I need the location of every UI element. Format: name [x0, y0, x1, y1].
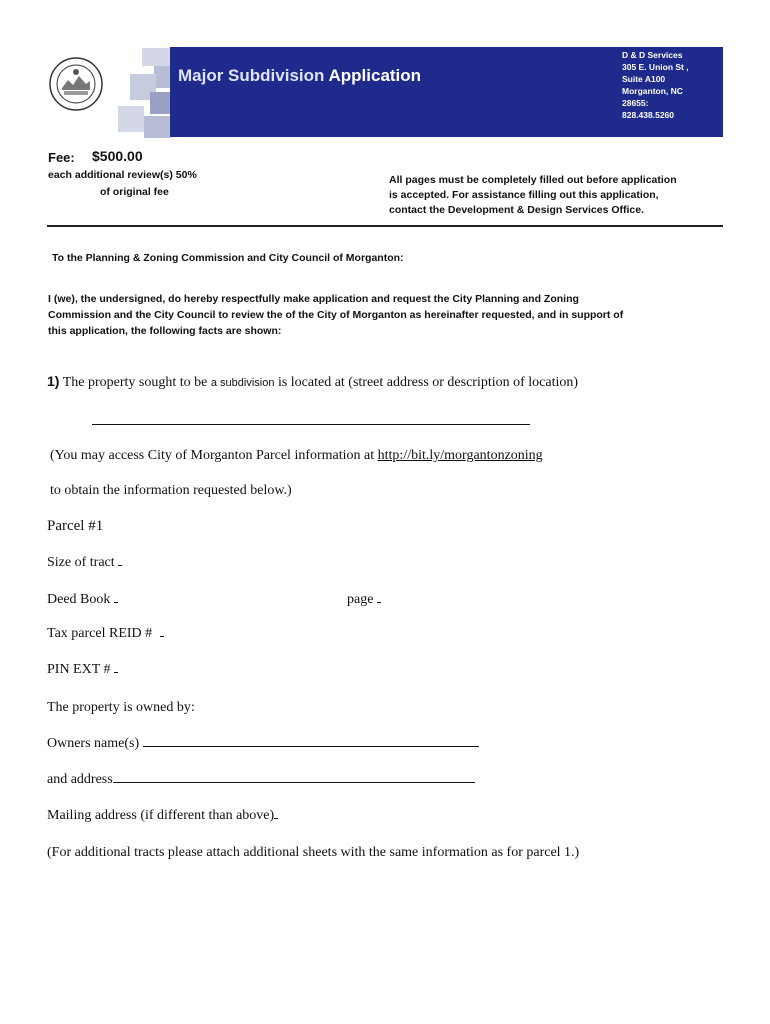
size-of-tract-input[interactable] — [118, 555, 122, 566]
field-label: PIN EXT # — [47, 662, 111, 677]
notice — [389, 173, 719, 218]
field-label: Tax parcel REID # — [47, 626, 153, 641]
field-label: Size of tract — [47, 555, 115, 570]
deed-book-field — [47, 592, 118, 608]
fee-note: of original fee — [100, 186, 169, 198]
banner-decoration — [110, 48, 174, 138]
pin-ext-field — [47, 662, 118, 678]
question-text: is located at (street address or description of location) — [274, 375, 579, 390]
intro-line: this application, the following facts are shown: — [48, 325, 282, 337]
page-field — [347, 592, 381, 608]
size-of-tract-field — [47, 555, 122, 571]
intro-line: I (we), the undersigned, do hereby respectfully make application and request the City Planning and Zoning — [48, 293, 579, 305]
pin-ext-input[interactable] — [114, 662, 118, 673]
divider — [47, 225, 723, 227]
page-input[interactable] — [377, 592, 381, 603]
tax-parcel-input[interactable] — [160, 626, 164, 637]
field-label: and address — [47, 772, 113, 787]
title-part1: Major Subdivision — [178, 66, 325, 85]
intro-paragraph — [48, 291, 698, 339]
question-number: 1) — [47, 373, 60, 389]
field-label: page — [347, 592, 374, 607]
mailing-address-field — [47, 808, 278, 824]
owners-name-field — [47, 736, 479, 752]
fee-value: $500.00 — [92, 148, 143, 164]
additional-tracts-note: (For additional tracts please attach additional sheets with the same information as for parcel 1.) — [47, 845, 580, 860]
owners-name-input[interactable] — [143, 736, 479, 747]
parcel-heading: Parcel #1 — [47, 518, 104, 534]
page-title — [178, 66, 421, 86]
address-input[interactable] — [113, 772, 475, 783]
city-seal-icon — [48, 56, 104, 112]
contact-block — [622, 49, 722, 121]
contact-line: 828.438.5260 — [622, 110, 674, 120]
field-label: Deed Book — [47, 592, 111, 607]
fee-label: Fee: — [48, 150, 75, 165]
deed-book-input[interactable] — [114, 592, 118, 603]
intro-line: Commission and the City Council to review the of the City of Morganton as hereinafter requested, and in support of — [48, 309, 624, 321]
owned-by-label: The property is owned by: — [47, 700, 195, 715]
contact-line: Morganton, NC — [622, 86, 683, 96]
contact-line: D & D Services — [622, 50, 683, 60]
tax-parcel-field — [47, 626, 164, 642]
salutation: To the Planning & Zoning Commission and City Council of Morganton: — [52, 252, 404, 264]
access-note — [50, 448, 543, 464]
notice-line: All pages must be completely filled out before application — [389, 174, 677, 186]
header-banner — [170, 47, 723, 137]
parcel-info-link[interactable]: http://bit.ly/morgantonzoning — [377, 448, 543, 463]
question-text: The property sought to be — [59, 375, 211, 390]
location-field[interactable] — [92, 424, 530, 425]
access-prefix: (You may access City of Morganton Parcel information at — [50, 448, 378, 463]
field-label: Mailing address (if different than above) — [47, 808, 275, 823]
field-label: Owners name(s) — [47, 736, 143, 751]
fee-note: each additional review(s) 50% — [48, 169, 197, 181]
title-part2: Application — [324, 66, 422, 85]
contact-line: 305 E. Union St , — [622, 62, 689, 72]
question-text: a subdivision — [210, 377, 275, 389]
notice-line: contact the Development & Design Services Office. — [389, 204, 644, 216]
address-field — [47, 772, 475, 788]
notice-line: is accepted. For assistance filling out this application, — [389, 189, 659, 201]
contact-line: Suite A100 — [622, 74, 666, 84]
access-note-2: to obtain the information requested below.) — [50, 483, 292, 498]
question-1 — [47, 373, 578, 391]
contact-line: 28655: — [622, 98, 649, 108]
mailing-address-input[interactable] — [274, 808, 278, 819]
